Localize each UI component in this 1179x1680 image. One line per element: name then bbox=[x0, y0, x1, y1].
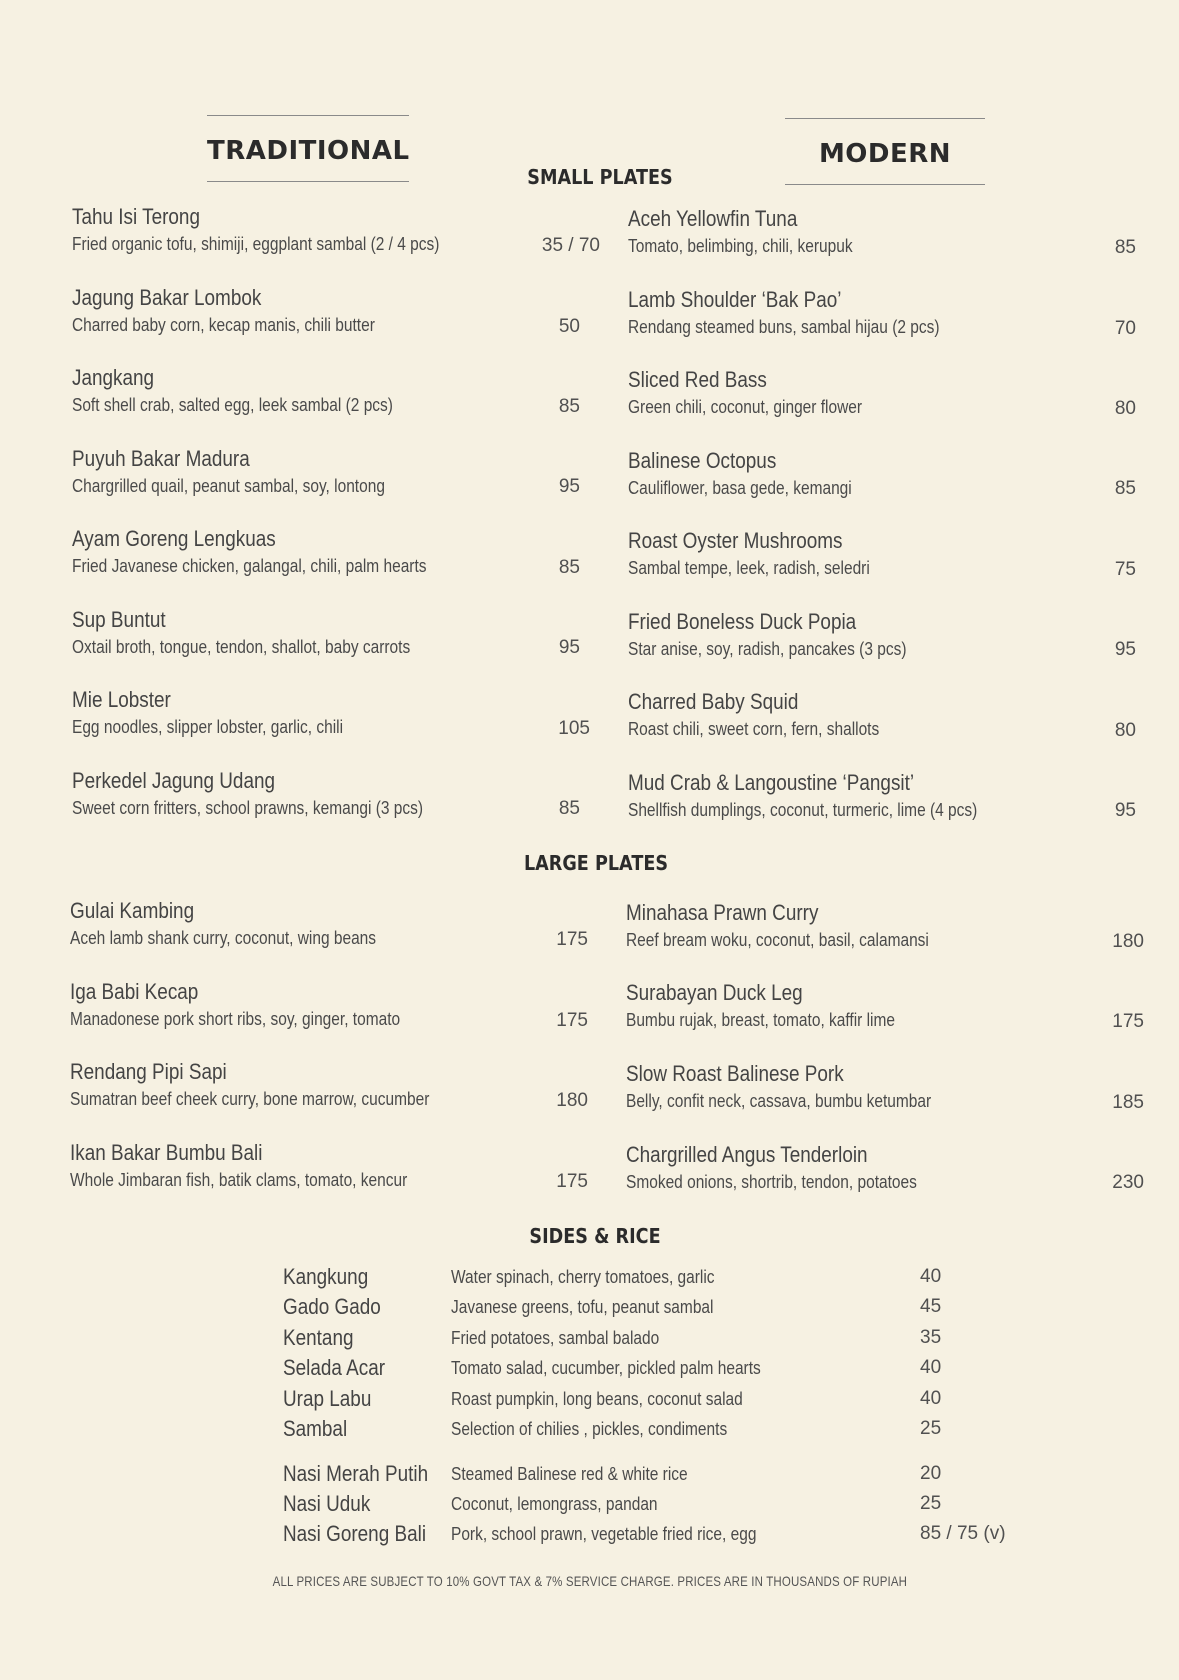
modern-header: MODERN bbox=[818, 139, 952, 169]
menu-item bbox=[628, 447, 888, 500]
item-name: Aceh Yellowfin Tuna bbox=[628, 206, 798, 231]
rice-description: Coconut, lemongrass, pandan bbox=[451, 1494, 658, 1514]
item-name: Chargrilled Angus Tenderloin bbox=[626, 1142, 868, 1167]
small-plates-header: SMALL PLATES bbox=[527, 165, 673, 189]
side-price: 35 bbox=[920, 1327, 942, 1348]
side-description: Javanese greens, tofu, peanut sambal bbox=[451, 1297, 714, 1317]
rice-name: Nasi Goreng Bali bbox=[283, 1521, 427, 1546]
item-description: Rendang steamed buns, sambal hijau (2 pcs) bbox=[628, 317, 940, 337]
side-price: 40 bbox=[920, 1266, 942, 1287]
item-description: Smoked onions, shortrib, tendon, potatoes bbox=[626, 1172, 917, 1192]
menu-item bbox=[72, 364, 445, 417]
item-name: Fried Boneless Duck Popia bbox=[628, 609, 857, 634]
menu-item bbox=[628, 527, 909, 580]
menu-item bbox=[70, 897, 426, 950]
menu-item bbox=[626, 1141, 964, 1194]
menu-item bbox=[628, 608, 952, 661]
item-description: Fried Javanese chicken, galangal, chili, palm hearts bbox=[72, 556, 427, 576]
item-name: Ayam Goreng Lengkuas bbox=[72, 526, 276, 551]
rice-price: 85 / 75 (v) bbox=[920, 1523, 1006, 1544]
item-price: 85 bbox=[558, 396, 580, 417]
item-price: 175 bbox=[556, 929, 588, 950]
rice-description: Steamed Balinese red & white rice bbox=[451, 1464, 688, 1484]
menu-item bbox=[70, 1139, 462, 1192]
modern-rule-bottom bbox=[785, 184, 985, 185]
item-name: Slow Roast Balinese Pork bbox=[626, 1061, 844, 1086]
rice-name: Nasi Uduk bbox=[283, 1491, 371, 1516]
side-description: Roast pumpkin, long beans, coconut salad bbox=[451, 1389, 743, 1409]
item-name: Roast Oyster Mushrooms bbox=[628, 528, 843, 553]
side-name: Kangkung bbox=[283, 1264, 369, 1289]
item-price: 95 bbox=[558, 476, 580, 497]
item-price: 85 bbox=[1114, 478, 1136, 499]
item-price: 75 bbox=[1114, 559, 1136, 580]
large-plates-header: LARGE PLATES bbox=[523, 851, 669, 875]
menu-item bbox=[70, 1058, 488, 1111]
item-name: Minahasa Prawn Curry bbox=[626, 900, 819, 925]
tax-footnote-text: ALL PRICES ARE SUBJECT TO 10% GOVT TAX & 7% SERVICE CHARGE. PRICES ARE IN THOUSANDS OF RUPIAH bbox=[272, 1573, 907, 1589]
item-description: Roast chili, sweet corn, fern, shallots bbox=[628, 719, 880, 739]
menu-item bbox=[628, 769, 1034, 822]
item-name: Jagung Bakar Lombok bbox=[72, 285, 262, 310]
item-price: 185 bbox=[1112, 1092, 1144, 1113]
item-description: Reef bream woku, coconut, basil, calamansi bbox=[626, 930, 929, 950]
item-description: Whole Jimbaran fish, batik clams, tomato, kencur bbox=[70, 1170, 408, 1190]
item-description: Star anise, soy, radish, pancakes (3 pcs) bbox=[628, 639, 907, 659]
side-name: Selada Acar bbox=[283, 1355, 386, 1380]
item-name: Mie Lobster bbox=[72, 687, 171, 712]
menu-item bbox=[628, 205, 889, 258]
menu-item bbox=[72, 203, 499, 256]
item-description: Green chili, coconut, ginger flower bbox=[628, 397, 863, 417]
modern-rule-top bbox=[785, 118, 985, 119]
side-description: Water spinach, cherry tomatoes, garlic bbox=[451, 1267, 715, 1287]
rice-description: Pork, school prawn, vegetable fried rice, egg bbox=[451, 1524, 757, 1544]
item-price: 175 bbox=[1112, 1011, 1144, 1032]
item-description: Oxtail broth, tongue, tendon, shallot, baby carrots bbox=[72, 637, 411, 657]
item-price: 95 bbox=[558, 637, 580, 658]
side-description: Tomato salad, cucumber, pickled palm hearts bbox=[451, 1358, 761, 1378]
item-name: Ikan Bakar Bumbu Bali bbox=[70, 1140, 263, 1165]
side-price: 45 bbox=[920, 1296, 942, 1317]
menu-item bbox=[626, 1060, 981, 1113]
item-price: 180 bbox=[1112, 931, 1144, 952]
item-name: Balinese Octopus bbox=[628, 448, 777, 473]
item-description: Charred baby corn, kecap manis, chili butter bbox=[72, 315, 375, 335]
item-description: Egg noodles, slipper lobster, garlic, chili bbox=[72, 717, 344, 737]
rice-price: 25 bbox=[920, 1493, 942, 1514]
traditional-rule-top bbox=[207, 115, 409, 116]
item-name: Sup Buntut bbox=[72, 607, 166, 632]
item-price: 175 bbox=[556, 1010, 588, 1031]
item-description: Bumbu rujak, breast, tomato, kaffir lime bbox=[626, 1010, 896, 1030]
item-description: Sambal tempe, leek, radish, seledri bbox=[628, 558, 870, 578]
item-description: Fried organic tofu, shimiji, eggplant sambal (2 / 4 pcs) bbox=[72, 234, 440, 254]
item-price: 95 bbox=[1114, 800, 1136, 821]
side-price: 40 bbox=[920, 1357, 942, 1378]
item-name: Jangkang bbox=[72, 365, 155, 390]
side-description: Selection of chilies , pickles, condiments bbox=[451, 1419, 728, 1439]
item-name: Lamb Shoulder ‘Bak Pao’ bbox=[628, 287, 842, 312]
menu-item bbox=[72, 686, 387, 739]
menu-item bbox=[628, 366, 900, 419]
item-name: Rendang Pipi Sapi bbox=[70, 1059, 227, 1084]
menu-item bbox=[70, 978, 454, 1031]
side-description: Fried potatoes, sambal balado bbox=[451, 1328, 660, 1348]
side-name: Kentang bbox=[283, 1325, 354, 1350]
side-name: Sambal bbox=[283, 1416, 348, 1441]
item-price: 230 bbox=[1112, 1172, 1144, 1193]
item-price: 80 bbox=[1114, 398, 1136, 419]
item-price: 85 bbox=[1114, 237, 1136, 258]
item-price: 180 bbox=[556, 1090, 588, 1111]
item-price: 80 bbox=[1114, 720, 1136, 741]
menu-item bbox=[72, 606, 465, 659]
item-price: 70 bbox=[1114, 318, 1136, 339]
side-price: 25 bbox=[920, 1418, 942, 1439]
menu-item bbox=[628, 688, 920, 741]
item-description: Sweet corn fritters, school prawns, kemangi (3 pcs) bbox=[72, 798, 424, 818]
menu-item bbox=[72, 525, 484, 578]
item-name: Iga Babi Kecap bbox=[70, 979, 199, 1004]
item-name: Puyuh Bakar Madura bbox=[72, 446, 250, 471]
item-price: 35 / 70 bbox=[541, 235, 600, 256]
menu-item bbox=[628, 286, 990, 339]
item-name: Charred Baby Squid bbox=[628, 689, 799, 714]
item-price: 85 bbox=[558, 557, 580, 578]
item-name: Tahu Isi Terong bbox=[72, 204, 200, 229]
item-description: Manadonese pork short ribs, soy, ginger, tomato bbox=[70, 1009, 401, 1029]
item-name: Gulai Kambing bbox=[70, 898, 195, 923]
item-description: Soft shell crab, salted egg, leek sambal (2 pcs) bbox=[72, 395, 393, 415]
item-name: Perkedel Jagung Udang bbox=[72, 768, 276, 793]
side-name: Urap Labu bbox=[283, 1386, 372, 1411]
item-description: Shellfish dumplings, coconut, turmeric, lime (4 pcs) bbox=[628, 800, 978, 820]
tax-footnote bbox=[0, 1573, 1179, 1589]
menu-item bbox=[72, 284, 424, 337]
traditional-rule-bottom bbox=[207, 181, 409, 182]
traditional-header: TRADITIONAL bbox=[207, 136, 410, 166]
item-price: 105 bbox=[558, 718, 590, 739]
menu-item bbox=[626, 979, 939, 1032]
item-name: Mud Crab & Langoustine ‘Pangsit’ bbox=[628, 770, 915, 795]
rice-name: Nasi Merah Putih bbox=[283, 1461, 429, 1486]
item-description: Sumatran beef cheek curry, bone marrow, cucumber bbox=[70, 1089, 430, 1109]
menu-item bbox=[72, 445, 436, 498]
menu-item bbox=[626, 899, 978, 952]
item-price: 50 bbox=[558, 316, 580, 337]
item-description: Belly, confit neck, cassava, bumbu ketumbar bbox=[626, 1091, 932, 1111]
item-description: Cauliflower, basa gede, kemangi bbox=[628, 478, 852, 498]
menu-item bbox=[72, 767, 480, 820]
item-price: 175 bbox=[556, 1171, 588, 1192]
item-description: Chargrilled quail, peanut sambal, soy, lontong bbox=[72, 476, 385, 496]
sides-rice-header: SIDES & RICE bbox=[529, 1224, 661, 1248]
item-name: Sliced Red Bass bbox=[628, 367, 767, 392]
item-price: 85 bbox=[558, 798, 580, 819]
item-price: 95 bbox=[1114, 639, 1136, 660]
item-name: Surabayan Duck Leg bbox=[626, 980, 803, 1005]
side-price: 40 bbox=[920, 1388, 942, 1409]
item-description: Aceh lamb shank curry, coconut, wing beans bbox=[70, 928, 377, 948]
rice-price: 20 bbox=[920, 1463, 942, 1484]
item-description: Tomato, belimbing, chili, kerupuk bbox=[628, 236, 853, 256]
side-name: Gado Gado bbox=[283, 1294, 381, 1319]
